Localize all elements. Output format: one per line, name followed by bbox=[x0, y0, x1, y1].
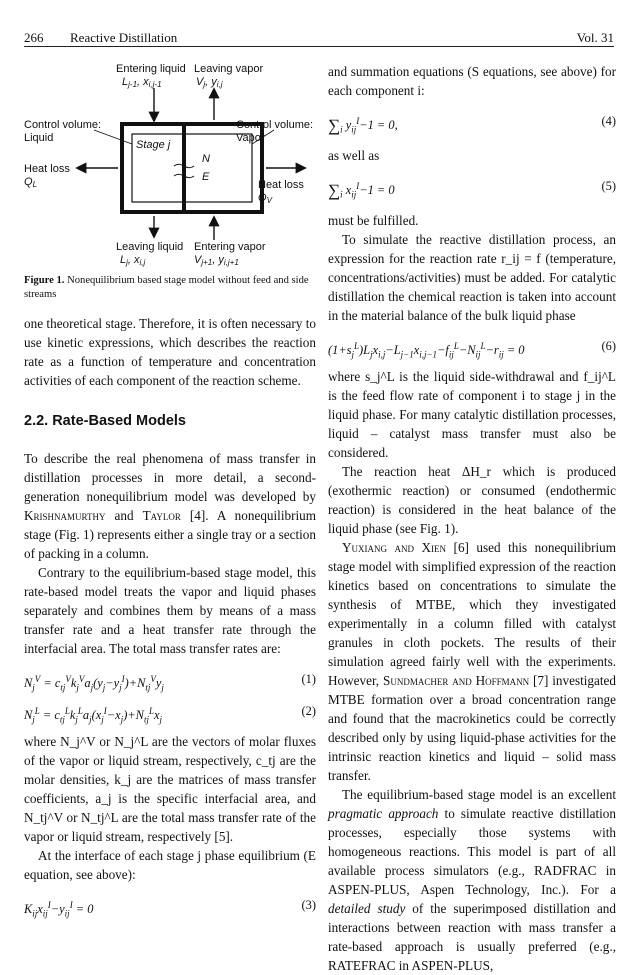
entering-liquid-symbol: Lj-1, xi,j-1 bbox=[122, 76, 162, 89]
emphasis-detailed-study: detailed study bbox=[328, 901, 406, 916]
entering-vapor-symbol: Vj+1, yi,j+1 bbox=[194, 254, 239, 267]
equation-4-number: (4) bbox=[601, 114, 616, 128]
e-label: E bbox=[202, 171, 210, 183]
left-paragraph-1: one theoretical stage. Therefore, it is often necessary to use kinetic expressions, which describes the reaction rate as a function of temperature and concentration activities of each component of the reaction scheme. bbox=[24, 316, 316, 388]
caption-text: Nonequilibrium based stage model without feed and side streams bbox=[24, 275, 309, 300]
equation-6: $(1+s_j^L)L_jx_{i,j}-L_{j-1}x_{i,j-1}-f_{ij}^L-N_{ij}^L-r_{ij} = 0$ (6) bbox=[328, 339, 616, 360]
stage-diagram bbox=[24, 62, 316, 270]
volume-label: Vol. 31 bbox=[576, 30, 614, 45]
left-paragraph-5: At the interface of each stage j phase equilibrium (E equation, see above): bbox=[24, 848, 316, 882]
cv-liquid-label-1: Control volume: bbox=[24, 119, 102, 131]
section-heading: 2.2. Rate-Based Models bbox=[24, 413, 186, 429]
cv-liquid-pointer bbox=[94, 130, 132, 144]
leaving-vapor-label: Leaving vapor bbox=[194, 63, 264, 75]
right-paragraph-6: The equilibrium-based stage model is an excellent pragmatic approach to simulate reactive distillation processes, especially those systems with homogeneous reactions. This model is part of all available process simulators (e.g., RADFRAC in ASPEN-PLUS, Aspen Technology, Inc.). For a detailed study of the superimposed distillation and interactions between reaction with mass transfer a rate-based approach is usually preferred (e.g., RATEFRAC in ASPEN-PLUS, bbox=[328, 787, 616, 973]
author-yuxiang-xien: Yuxiang and Xien bbox=[342, 540, 447, 555]
author-taylor: Taylor bbox=[142, 508, 181, 523]
leaving-liquid-label: Leaving liquid bbox=[116, 241, 184, 253]
right-paragraph-3: where s_j^L is the liquid side-withdrawal and f_ij^L is the feed flow rate of component i to stage j in the liquid phase. For many catalytic distillation processes, liquid – catalyst mass transfer must also be considered. bbox=[328, 369, 616, 460]
leaving-vapor-symbol: Vj, yi,j bbox=[196, 76, 223, 89]
equation-6-number: (6) bbox=[601, 339, 616, 353]
left-column bbox=[24, 62, 316, 926]
equation-2-number: (2) bbox=[301, 704, 316, 718]
equation-3: $K_{ij}x_{ij}^I-y_{ij}^I = 0$ (3) bbox=[24, 898, 316, 919]
right-paragraph-1: and summation equations (S equations, see above) for each component i: bbox=[328, 64, 616, 98]
right-paragraph-2: To simulate the reactive distillation process, an expression for the reaction rate r_ij = f (temperature, concentrations/activities) must be added. For catalytic distillation the chemical reaction is taken into account in the material balance of the bulk liquid phase bbox=[328, 232, 616, 323]
page-number: 266 bbox=[24, 30, 44, 45]
heat-loss-v-symbol: QV bbox=[258, 192, 272, 205]
equation-1: $N_j^V = c_{tj}^Vk_j^Va_j(y_j-y_j^I)+N_{tj}^Vy_j$ (1) bbox=[24, 672, 316, 693]
heat-loss-v-label: Heat loss bbox=[258, 179, 304, 191]
n-label: N bbox=[202, 153, 210, 165]
running-header bbox=[24, 30, 614, 47]
figure-caption bbox=[24, 274, 316, 302]
caption-label: Figure 1. bbox=[24, 275, 65, 286]
author-sundmacher-hoffmann: Sundmacher and Hoffmann bbox=[382, 673, 530, 688]
equation-5: $\sum_i$ $x_{ij}^I-1 = 0$ (5) bbox=[328, 179, 616, 201]
right-paragraph-4: The reaction heat ΔH_r which is produced (exothermic reaction) or consumed (endothermic reaction) is considered in the heat balance of the liquid phase (see Fig. 1). bbox=[328, 464, 616, 536]
equation-3-number: (3) bbox=[301, 898, 316, 912]
left-paragraph-3: Contrary to the equilibrium-based stage model, this rate-based model treats the vapor and liquid phases separately and combines them by means of a mass transfer rate and a heat transfer rate through the interfacial area. The total mass transfer rates are: bbox=[24, 565, 316, 656]
leaving-liquid-symbol: Lj, xi,j bbox=[120, 254, 146, 267]
entering-vapor-label: Entering vapor bbox=[194, 241, 266, 253]
cv-vapor-label-1: Control volume: bbox=[236, 119, 314, 131]
right-column bbox=[328, 62, 616, 975]
heat-loss-l-label: Heat loss bbox=[24, 163, 70, 175]
right-paragraph-5: Yuxiang and Xien [6] used this nonequilibrium stage model with simplified expression of the reaction kinetics based on concentrations to simulate the synthesis of MTBE, which they investigated experimentally in a column filled with catalyst granules in cloth pockets. The results of their simulation agreed fairly well with the experiments. However, Sundmacher and Hoffmann [7] investigated MTBE formation over a broad concentration range and found that the macrokinetics could be correctly described only by using liquid-phase activities for the intrinsic reaction kinetics and liquid – solid mass transfer. bbox=[328, 540, 616, 783]
emphasis-pragmatic-approach: pragmatic approach bbox=[328, 806, 439, 821]
must-be-fulfilled: must be fulfilled. bbox=[328, 213, 419, 228]
cv-liquid-label-2: Liquid bbox=[24, 132, 54, 144]
equation-2: $N_j^L = c_{tj}^Lk_j^La_j(x_j^I-x_j)+N_{tj}^Lx_j$ (2) bbox=[24, 704, 316, 725]
equation-1-number: (1) bbox=[301, 672, 316, 686]
cv-vapor-label-2: Vapor bbox=[236, 132, 265, 144]
author-krishnamurthy: Krishnamurthy bbox=[24, 508, 106, 523]
stage-label: Stage j bbox=[136, 139, 171, 151]
entering-liquid-label: Entering liquid bbox=[116, 63, 186, 75]
journal-title: Reactive Distillation bbox=[70, 30, 178, 45]
equation-5-number: (5) bbox=[601, 179, 616, 193]
figure-1 bbox=[24, 62, 316, 270]
left-paragraph-2: To describe the real phenomena of mass transfer in distillation processes in more detail, a second-generation nonequilibrium model was developed by Krishnamurthy and Taylor [4]. A nonequilibrium stage (Fig. 1) represents either a single tray or a section of packing in a column. bbox=[24, 451, 316, 561]
equation-4: $\sum_i$ $y_{ij}^I-1 = 0$, (4) bbox=[328, 114, 616, 136]
as-well-as-text: as well as bbox=[328, 148, 380, 163]
heat-loss-l-symbol: QL bbox=[24, 176, 38, 189]
left-paragraph-4: where N_j^V or N_j^L are the vectors of molar fluxes of the vapor or liquid stream, respectively, c_tj are the molar densities, k_j are the matrices of mass transfer coefficients, a_j is the specific interfacial area, and N_tj^V or N_tj^L are the total mass transfer rate of the vapor or liquid stream, respectively [5]. bbox=[24, 734, 316, 844]
